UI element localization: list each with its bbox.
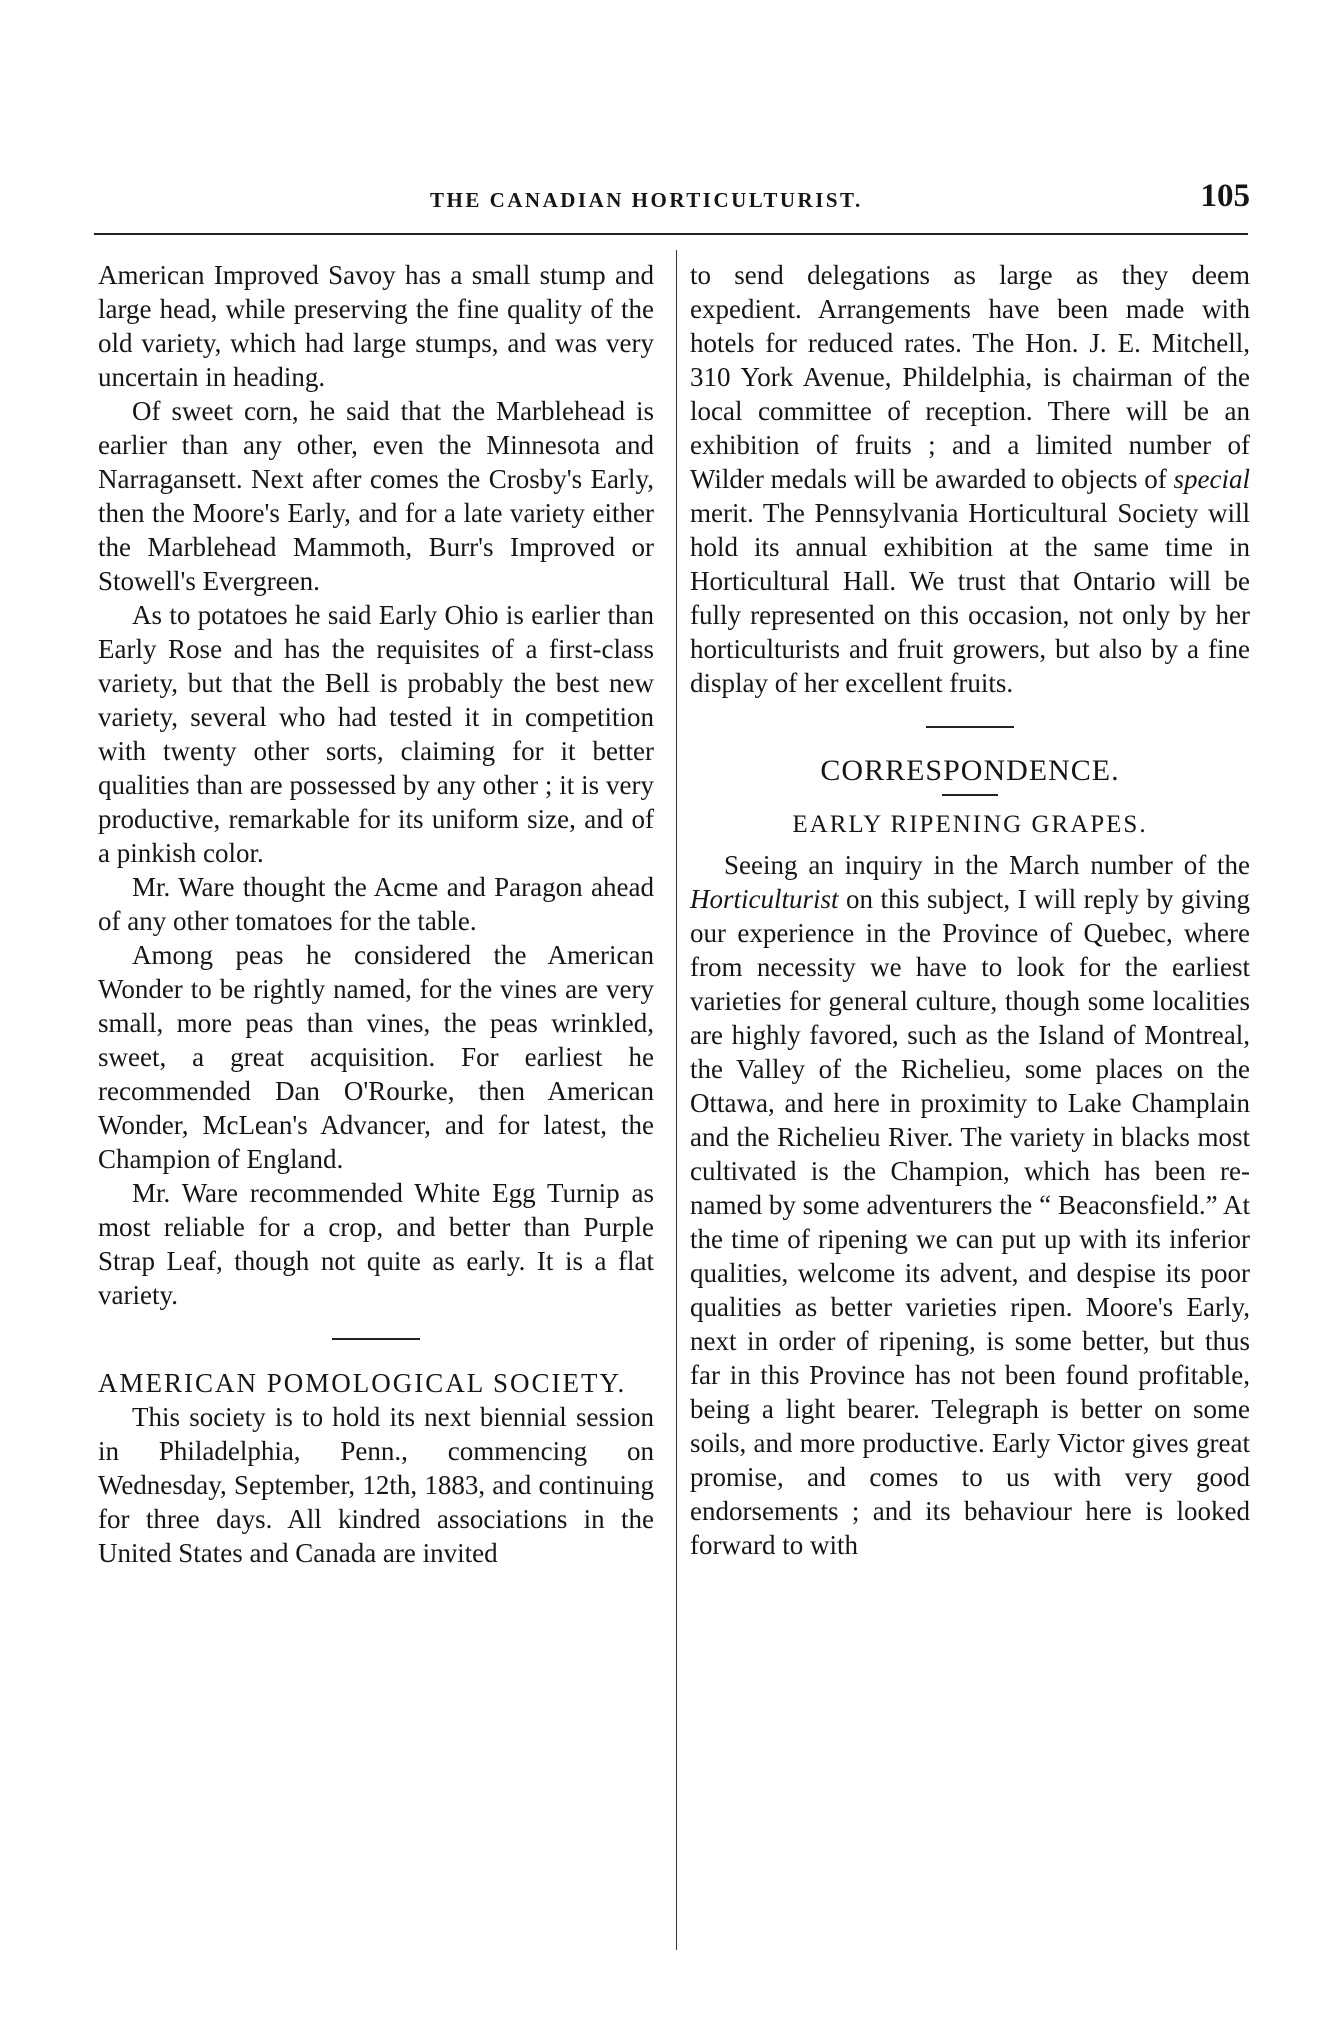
paragraph: American Improved Savoy has a small stump and large head, while preserving the fine quality of the old variety, which had large stumps, and was very uncertain in heading. [98,260,654,392]
running-title: THE CANADIAN HORTICULTURIST. [430,188,863,212]
paragraph: to send delegations as large as they deem expedient. Arrangements have been made with hotels for reduced rates. The Hon. J. E. Mitchell, 310 York Avenue, Phildelphia, is chairman of the local committee of reception. There will be an exhibition of fruits ; and a limited number of Wilder medals will be awarded to objects of special merit. The Pennsylvania Horticultural Society will hold its annual exhibition at the same time in Horticultural Hall. We trust that Ontario will be fully represented on this occasion, not only by her horticulturists and fruit growers, but also by a fine display of her excellent fruits. [690,260,1250,698]
left-column [98,258,654,1570]
paragraph: This society is to hold its next biennial session in Philadelphia, Penn., commencing on Wednesday, September, 12th, 1883, and continuing for three days. All kindred associations in the United States and Canada are invited [98,1402,654,1568]
column-divider [676,250,677,1950]
section-rule [332,1338,420,1340]
subsection-rule [942,794,998,796]
paragraph: Mr. Ware thought the Acme and Paragon ahead of any other tomatoes for the table. [98,872,654,936]
paragraph: Among peas he considered the American Wonder to be rightly named, for the vines are very small, more peas than vines, the peas wrinkled, sweet, a great acquisition. For earliest he recommended Dan O'Rourke, then American Wonder, McLean's Advancer, and for latest, the Champion of England. [98,940,654,1174]
header-rule [94,233,1248,235]
paragraph: Mr. Ware recommended White Egg Turnip as most reliable for a crop, and better than Purple Strap Leaf, though not quite as early. It is a flat variety. [98,1178,654,1310]
page-number: 105 [1200,178,1250,214]
page-header [90,178,1250,218]
emphasis: special [1173,464,1250,494]
section-heading: AMERICAN POMOLOGICAL SOCIETY. [98,1368,627,1398]
paragraph: Of sweet corn, he said that the Marblehead is earlier than any other, even the Minnesota and Narragansett. Next after comes the Crosby's Early, then the Moore's Early, and for a late variety either the Marblehead Mammoth, Burr's Improved or Stowell's Evergreen. [98,396,654,596]
section-rule [926,726,1014,728]
emphasis: Horticulturist [690,884,839,914]
section-heading: CORRESPONDENCE. [820,754,1120,787]
subsection-heading: EARLY RIPENING GRAPES. [792,811,1148,838]
right-column [690,258,1250,1562]
paragraph: Seeing an inquiry in the March number of the Horticulturist on this subject, I will reply by giving our experience in the Province of Quebec, where from necessity we have to look for the earliest varieties for general culture, though some localities are highly favored, such as the Island of Montreal, the Valley of the Richelieu, some places on the Ottawa, and here in proximity to Lake Champlain and the Richelieu River. The variety in blacks most cultivated is the Champion, which has been re-named by some adventurers the “ Beaconsfield.” At the time of ripening we can put up with its inferior qualities, welcome its advent, and despise its poor qualities as better varieties ripen. Moore's Early, next in order of ripening, is some better, but thus far in this Province has not been found profitable, being a light bearer. Telegraph is better on some soils, and more productive. Early Victor gives great promise, and comes to us with very good endorsements ; and its behaviour here is looked forward to with [690,850,1250,1560]
paragraph: As to potatoes he said Early Ohio is earlier than Early Rose and has the requisites of a first-class variety, but that the Bell is probably the best new variety, several who had tested it in competition with twenty other sorts, claiming for it better qualities than are possessed by any other ; it is very productive, remarkable for its uniform size, and of a pinkish color. [98,600,654,868]
